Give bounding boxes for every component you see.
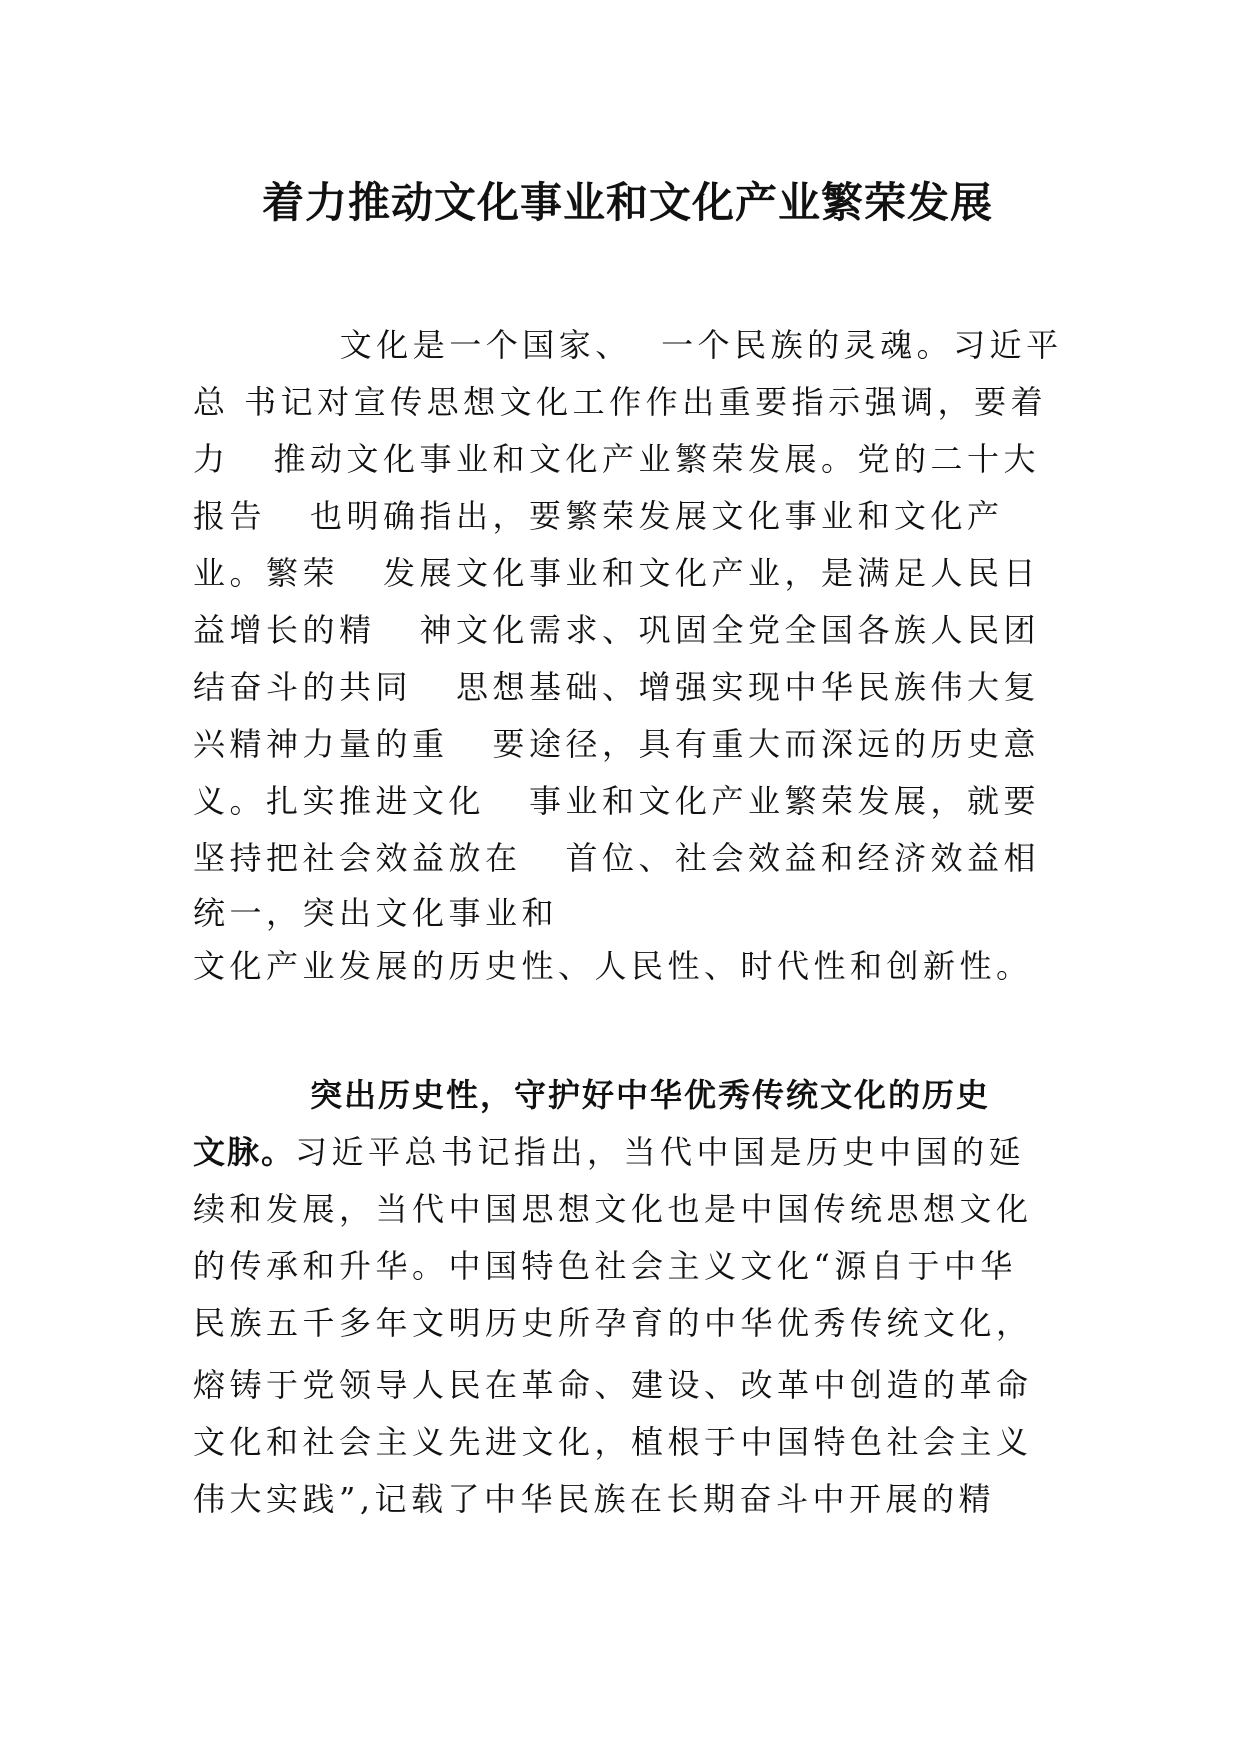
paragraph-line: 兴精神力量的重 要途径，具有重大而深远的历史意 <box>193 725 1041 763</box>
paragraph-line: 业。繁荣 发展文化事业和文化产业，是满足人民日 <box>193 554 1041 592</box>
paragraph-line: 文化和社会主义先进文化，植根于中国特色社会主义 <box>193 1423 1033 1461</box>
paragraph-line: 文化产业发展的历史性、人民性、时代性和创新性。 <box>193 947 1033 985</box>
paragraph-line: 结奋斗的共同 思想基础、增强实现中华民族伟大复 <box>193 668 1041 706</box>
paragraph-line: 总 书记对宣传思想文化工作作出重要指示强调，要着 <box>193 383 1048 421</box>
section-heading: 突出历史性，守护好中华优秀传统文化的历史 <box>310 1076 991 1114</box>
paragraph-line: 文化是一个国家、 一个民族的灵魂。习近平 <box>193 326 1063 364</box>
section-first-line <box>193 1127 1025 1177</box>
paragraph-line: 民族五千多年文明历史所孕育的中华优秀传统文化， <box>193 1304 1033 1342</box>
paragraph-line: 力 推动文化事业和文化产业繁荣发展。党的二十大 <box>193 440 1041 478</box>
paragraph-line: 续和发展，当代中国思想文化也是中国传统思想文化 <box>193 1190 1033 1228</box>
paragraph-line: 坚持把社会效益放在 首位、社会效益和经济效益相 <box>193 839 1041 877</box>
paragraph-line: 的传承和升华。中国特色社会主义文化“源自于中华 <box>193 1247 1017 1285</box>
section-heading-tail: 文脉。 <box>193 1133 296 1171</box>
paragraph-line: 义。扎实推进文化 事业和文化产业繁荣发展，就要 <box>193 782 1041 820</box>
paragraph-line: 伟大实践”,记载了中华民族在长期奋斗中开展的精 <box>193 1480 996 1518</box>
paragraph-line: 统一，突出文化事业和 <box>193 894 559 932</box>
paragraph-line: 益增长的精 神文化需求、巩固全党全国各族人民团 <box>193 611 1041 649</box>
paragraph-line: 报告 也明确指出，要繁荣发展文化事业和文化产 <box>193 497 1004 535</box>
document-title: 着力推动文化事业和文化产业繁荣发展 <box>262 178 994 227</box>
section-first-line-text: 习近平总书记指出，当代中国是历史中国的延 <box>295 1133 1026 1171</box>
paragraph-line: 熔铸于党领导人民在革命、建设、改革中创造的革命 <box>193 1366 1033 1404</box>
